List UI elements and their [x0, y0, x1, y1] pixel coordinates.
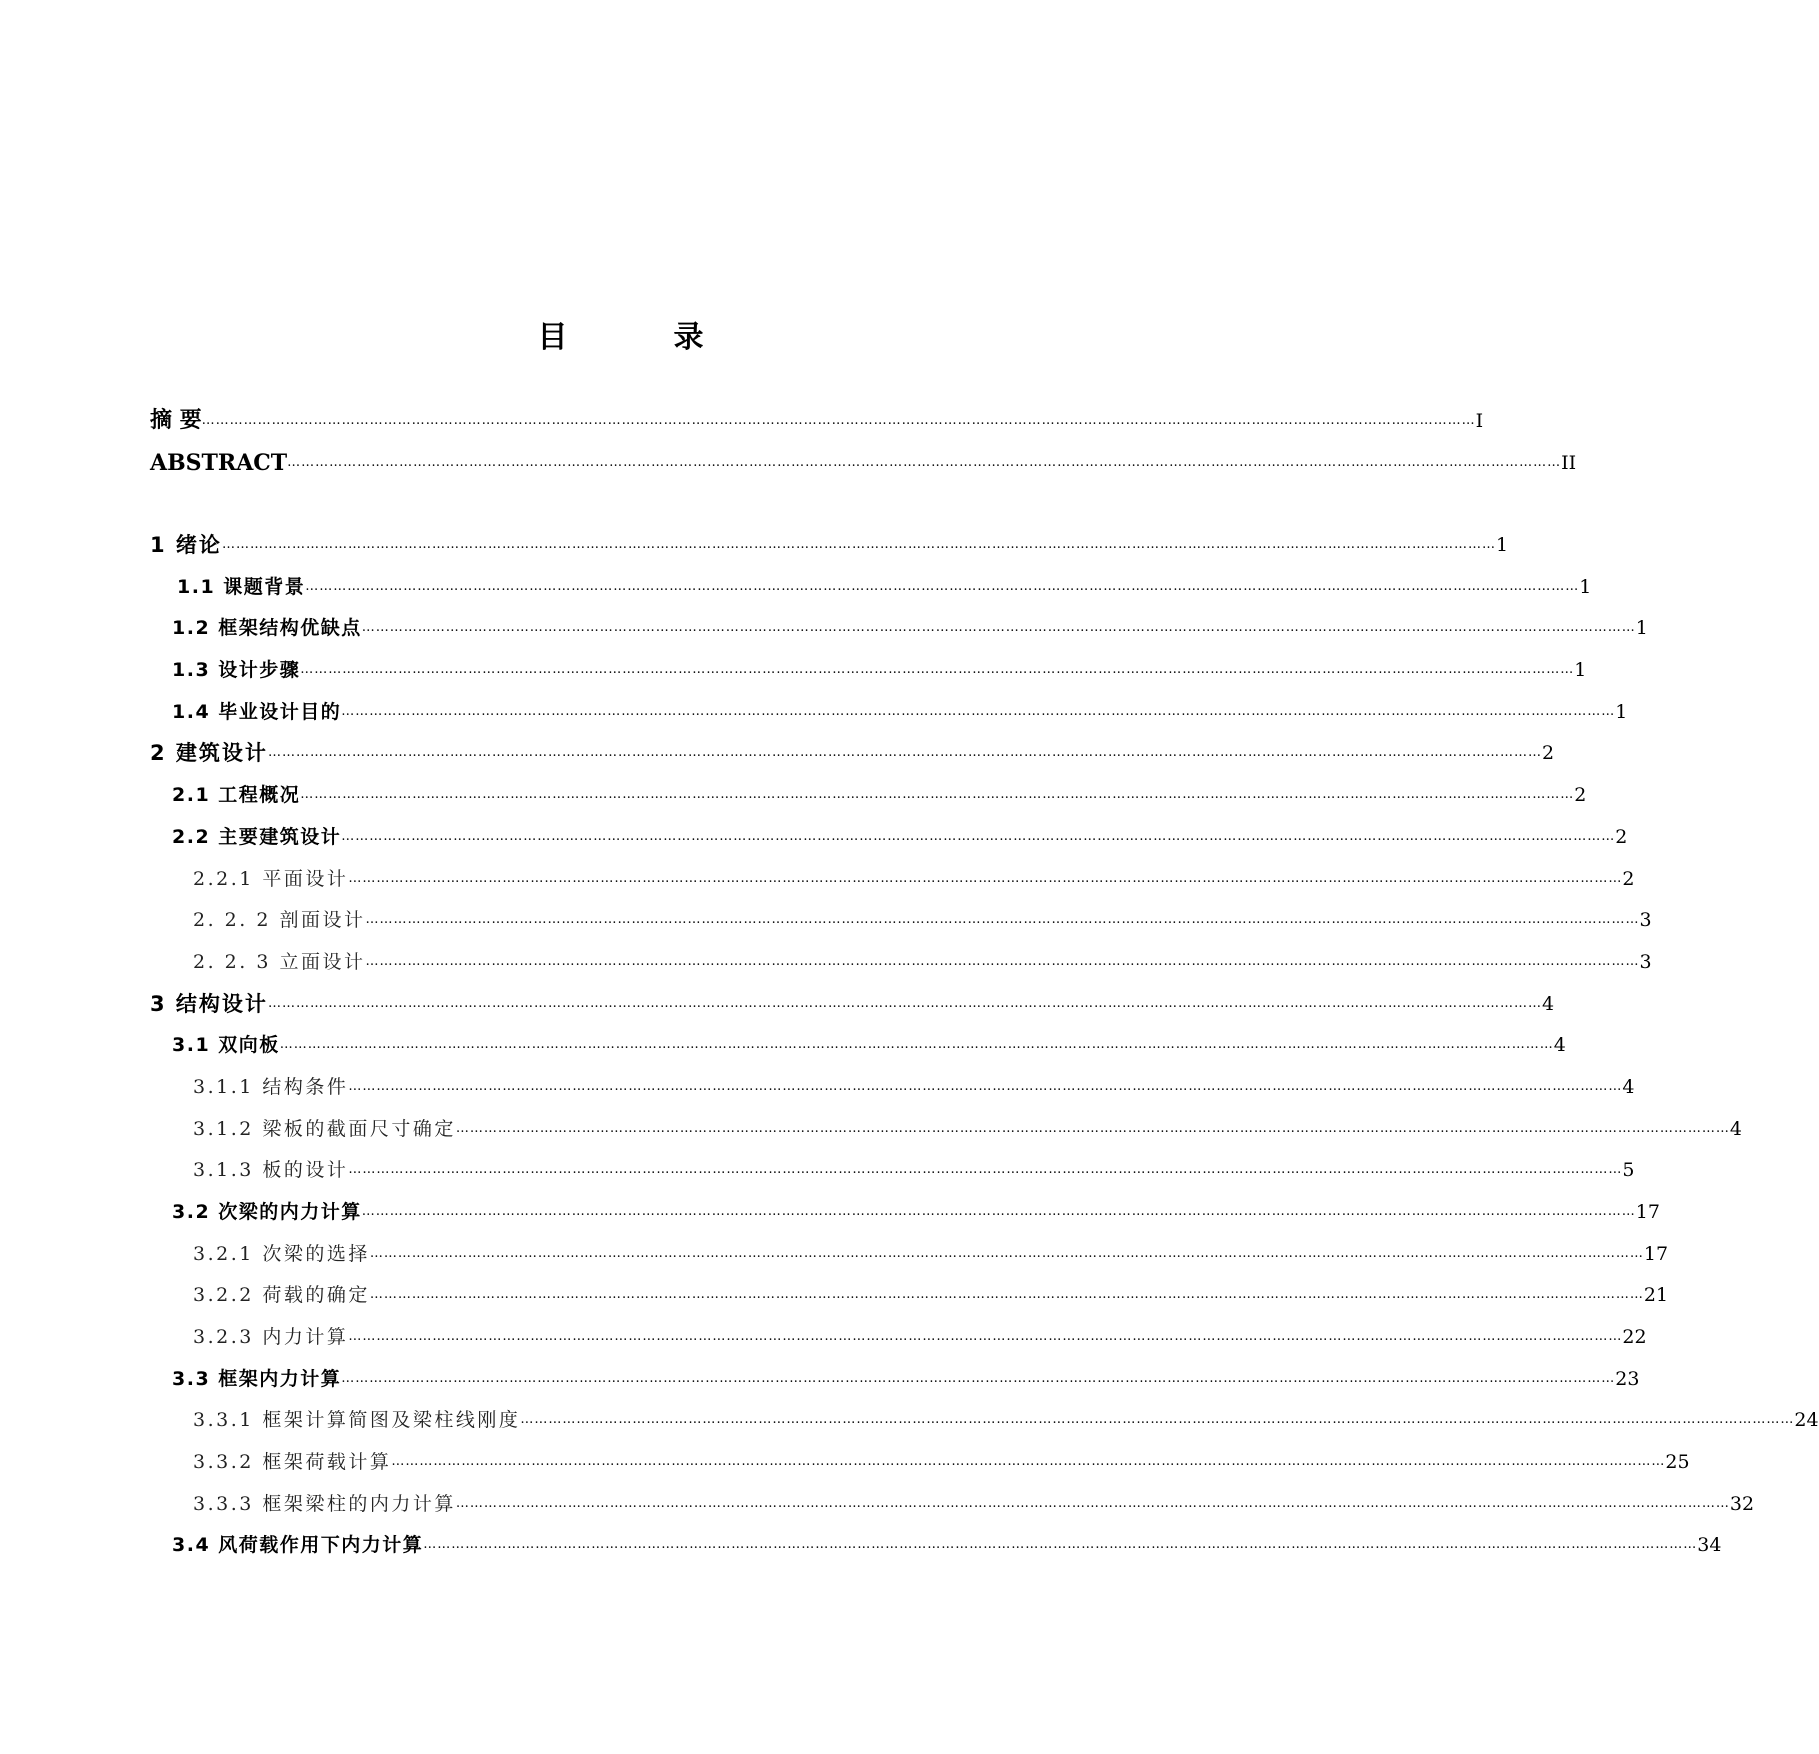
toc-entry-label: 3.2.1 次梁的选择	[193, 1243, 370, 1265]
toc-entry-page: 1	[1579, 576, 1592, 598]
dot-leader: …………………………………………………………………………………………………………………………………………………………………………………………………………………………………………………	[279, 1037, 1554, 1052]
toc-entry-3-3[interactable]	[172, 1364, 1640, 1394]
toc-entry-2-2[interactable]	[172, 822, 1628, 852]
toc-entry-3-1-1[interactable]	[193, 1072, 1635, 1102]
toc-entry-chapter-2[interactable]	[150, 738, 1555, 768]
toc-entry-2-1[interactable]	[172, 780, 1587, 810]
toc-entry-1-4[interactable]	[172, 697, 1628, 727]
dot-leader: …………………………………………………………………………………………………………………………………………………………………………………………………………………………………………………	[341, 829, 1616, 844]
toc-entry-label: 1.2 框架结构优缺点	[172, 617, 362, 639]
dot-leader: …………………………………………………………………………………………………………………………………………………………………………………………………………………………………………………	[391, 1454, 1666, 1469]
dot-leader: …………………………………………………………………………………………………………………………………………………………………………………………………………………………………………………	[300, 662, 1575, 677]
toc-entry-3-2[interactable]	[172, 1197, 1660, 1227]
toc-entry-label: 3.3 框架内力计算	[172, 1368, 342, 1390]
toc-entry-page: 3	[1639, 909, 1652, 931]
toc-entry-label: 2. 2. 2 剖面设计	[193, 909, 366, 931]
toc-entry-page: 2	[1622, 868, 1635, 890]
dot-leader: …………………………………………………………………………………………………………………………………………………………………………………………………………………………………………………	[348, 871, 1623, 886]
toc-entry-page: I	[1475, 410, 1484, 432]
toc-entry-3-1-3[interactable]	[193, 1155, 1635, 1185]
dot-leader: …………………………………………………………………………………………………………………………………………………………………………………………………………………………………………………	[267, 996, 1542, 1011]
dot-leader: …………………………………………………………………………………………………………………………………………………………………………………………………………………………………………………	[267, 745, 1542, 760]
dot-leader: …………………………………………………………………………………………………………………………………………………………………………………………………………………………………………………	[348, 1079, 1623, 1094]
toc-entry-2-2-2[interactable]	[193, 905, 1652, 935]
toc-entry-page: 2	[1541, 742, 1555, 764]
toc-entry-page: 3	[1639, 951, 1652, 973]
toc-entry-label: 摘 要	[150, 408, 202, 433]
toc-entry-label: 3.1.1 结构条件	[193, 1076, 349, 1098]
toc-entry-page: II	[1561, 452, 1577, 474]
toc-entry-page: 17	[1635, 1201, 1660, 1223]
toc-entry-chapter-3[interactable]	[150, 989, 1555, 1019]
toc-entry-3-2-2[interactable]	[193, 1280, 1669, 1310]
dot-leader: …………………………………………………………………………………………………………………………………………………………………………………………………………………………………………………	[520, 1412, 1795, 1427]
toc-entry-page: 4	[1729, 1118, 1742, 1140]
toc-entry-label: 3.2.3 内力计算	[193, 1326, 349, 1348]
toc-entry-label: 1.1 课题背景	[177, 576, 306, 598]
toc-entry-label: 2.1 工程概况	[172, 784, 301, 806]
toc-entry-page: 1	[1635, 617, 1648, 639]
toc-entry-abstract-en[interactable]	[150, 448, 1577, 478]
toc-entry-label: ABSTRACT	[150, 450, 288, 476]
toc-entry-label: 3.3.2 框架荷载计算	[193, 1451, 392, 1473]
dot-leader: …………………………………………………………………………………………………………………………………………………………………………………………………………………………………………………	[300, 787, 1575, 802]
toc-entry-1-1[interactable]	[177, 572, 1592, 602]
dot-leader: …………………………………………………………………………………………………………………………………………………………………………………………………………………………………………………	[361, 1204, 1636, 1219]
dot-leader: …………………………………………………………………………………………………………………………………………………………………………………………………………………………………………………	[455, 1121, 1730, 1136]
toc-entry-label: 2.2.1 平面设计	[193, 868, 349, 890]
dot-leader: …………………………………………………………………………………………………………………………………………………………………………………………………………………………………………………	[348, 1329, 1623, 1344]
toc-entry-page: 2	[1574, 784, 1587, 806]
toc-entry-3-4[interactable]	[172, 1530, 1722, 1560]
toc-entry-3-3-2[interactable]	[193, 1447, 1690, 1477]
toc-entry-page: 24	[1794, 1409, 1819, 1431]
toc-entry-label: 3 结构设计	[150, 992, 268, 1016]
toc-entry-label: 2. 2. 3 立面设计	[193, 951, 366, 973]
toc-entry-label: 3.2 次梁的内力计算	[172, 1201, 362, 1223]
dot-leader: …………………………………………………………………………………………………………………………………………………………………………………………………………………………………………………	[348, 1162, 1623, 1177]
page-title: 目 录	[537, 320, 742, 355]
toc-entry-page: 1	[1574, 659, 1587, 681]
dot-leader: …………………………………………………………………………………………………………………………………………………………………………………………………………………………………………………	[369, 1246, 1644, 1261]
toc-entry-3-2-1[interactable]	[193, 1239, 1669, 1269]
toc-entry-page: 4	[1541, 993, 1555, 1015]
toc-entry-page: 23	[1615, 1368, 1640, 1390]
dot-leader: …………………………………………………………………………………………………………………………………………………………………………………………………………………………………………………	[423, 1537, 1698, 1552]
toc-entry-label: 3.3.1 框架计算简图及梁柱线刚度	[193, 1409, 521, 1431]
toc-entry-label: 1.4 毕业设计目的	[172, 701, 342, 723]
toc-entry-page: 17	[1643, 1243, 1669, 1265]
toc-entry-page: 4	[1553, 1034, 1566, 1056]
toc-entry-3-3-3[interactable]	[193, 1489, 1755, 1519]
dot-leader: …………………………………………………………………………………………………………………………………………………………………………………………………………………………………………………	[365, 912, 1640, 927]
toc-entry-label: 3.4 风荷载作用下内力计算	[172, 1534, 424, 1556]
toc-entry-label: 3.2.2 荷载的确定	[193, 1284, 370, 1306]
dot-leader: …………………………………………………………………………………………………………………………………………………………………………………………………………………………………………………	[369, 1287, 1644, 1302]
toc-entry-label: 1.3 设计步骤	[172, 659, 301, 681]
toc-entry-label: 3.1.3 板的设计	[193, 1159, 349, 1181]
dot-leader: …………………………………………………………………………………………………………………………………………………………………………………………………………………………………………………	[287, 455, 1562, 470]
toc-entry-page: 32	[1729, 1493, 1755, 1515]
toc-entry-page: 34	[1697, 1534, 1722, 1556]
toc-entry-page: 1	[1495, 534, 1509, 556]
toc-entry-3-1[interactable]	[172, 1030, 1566, 1060]
toc-entry-abstract-cn[interactable]	[150, 406, 1484, 436]
toc-entry-3-1-2[interactable]	[193, 1114, 1742, 1144]
toc-entry-2-2-1[interactable]	[193, 864, 1635, 894]
toc-entry-page: 5	[1622, 1159, 1635, 1181]
dot-leader: …………………………………………………………………………………………………………………………………………………………………………………………………………………………………………………	[341, 704, 1616, 719]
dot-leader: …………………………………………………………………………………………………………………………………………………………………………………………………………………………………………………	[361, 620, 1636, 635]
toc-entry-page: 1	[1615, 701, 1628, 723]
toc-entry-page: 21	[1643, 1284, 1669, 1306]
toc-entry-3-3-1[interactable]	[193, 1405, 1819, 1435]
toc-entry-chapter-1[interactable]	[150, 530, 1509, 560]
toc-entry-label: 3.3.3 框架梁柱的内力计算	[193, 1493, 456, 1515]
toc-entry-1-3[interactable]	[172, 655, 1587, 685]
dot-leader: …………………………………………………………………………………………………………………………………………………………………………………………………………………………………………………	[455, 1496, 1730, 1511]
dot-leader: …………………………………………………………………………………………………………………………………………………………………………………………………………………………………………………	[201, 413, 1476, 428]
toc-entry-1-2[interactable]	[172, 613, 1648, 643]
toc-entry-page: 2	[1615, 826, 1628, 848]
toc-entry-label: 2 建筑设计	[150, 741, 268, 765]
dot-leader: …………………………………………………………………………………………………………………………………………………………………………………………………………………………………………………	[305, 579, 1580, 594]
toc-entry-page: 4	[1622, 1076, 1635, 1098]
toc-entry-page: 25	[1665, 1451, 1690, 1473]
toc-entry-3-2-3[interactable]	[193, 1322, 1647, 1352]
toc-entry-label: 1 绪论	[150, 533, 222, 557]
toc-entry-label: 3.1.2 梁板的截面尺寸确定	[193, 1118, 456, 1140]
toc-entry-label: 3.1 双向板	[172, 1034, 280, 1056]
toc-entry-2-2-3[interactable]	[193, 947, 1652, 977]
dot-leader: …………………………………………………………………………………………………………………………………………………………………………………………………………………………………………………	[341, 1371, 1616, 1386]
toc-entry-label: 2.2 主要建筑设计	[172, 826, 342, 848]
toc-entry-page: 22	[1622, 1326, 1647, 1348]
dot-leader: …………………………………………………………………………………………………………………………………………………………………………………………………………………………………………………	[365, 954, 1640, 969]
dot-leader: …………………………………………………………………………………………………………………………………………………………………………………………………………………………………………………	[221, 537, 1496, 552]
